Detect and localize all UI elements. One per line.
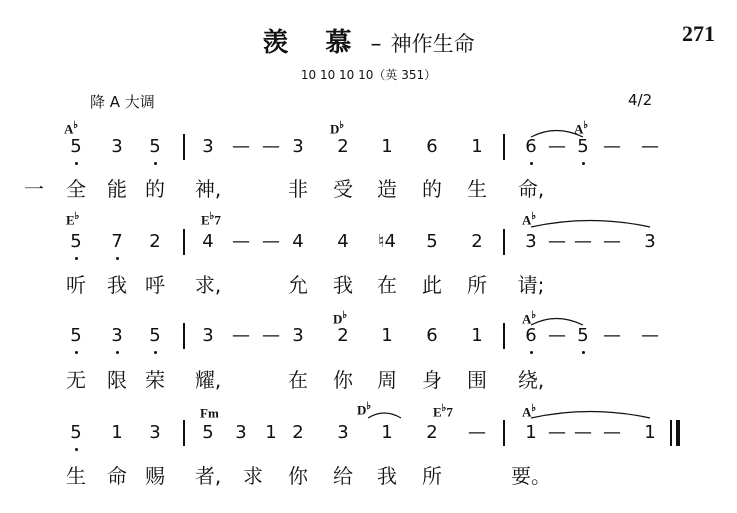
duration-dash: — bbox=[548, 136, 566, 157]
lyric-syllable: 你 bbox=[288, 464, 308, 488]
lyric-syllable: 命, bbox=[517, 177, 545, 201]
note: 1 bbox=[381, 136, 393, 157]
note: 3 bbox=[644, 231, 656, 252]
note: 6 bbox=[525, 325, 537, 346]
lyric-syllable: 我 bbox=[333, 273, 353, 297]
lyric-syllable: 身 bbox=[422, 368, 442, 392]
chord-symbol: E♭ bbox=[66, 211, 80, 228]
note: 4 bbox=[202, 231, 214, 252]
note: ♮4 bbox=[378, 231, 396, 252]
note: 3 bbox=[149, 422, 161, 443]
hymn-subtitle: 神作生命 bbox=[390, 32, 475, 56]
note: 1 bbox=[525, 422, 537, 443]
note: 5 bbox=[577, 136, 589, 157]
lyric-syllable: 绕, bbox=[517, 368, 545, 392]
hymn-number: 271 bbox=[682, 21, 715, 46]
lyric-syllable: 所 bbox=[422, 464, 442, 488]
lyric-syllable: 神, bbox=[194, 177, 222, 201]
lyric-syllable: 允 bbox=[288, 273, 308, 297]
chord-symbol: A♭ bbox=[522, 403, 537, 420]
note: 3 bbox=[111, 136, 123, 157]
lyric-syllable: 要。 bbox=[511, 464, 551, 488]
note: 1 bbox=[471, 136, 483, 157]
lyric-syllable: 的 bbox=[145, 177, 165, 201]
chord-symbol: E♭7 bbox=[433, 403, 453, 420]
key-signature: 降 A 大调 bbox=[90, 93, 155, 111]
duration-dash: — bbox=[262, 136, 280, 157]
note: 3 bbox=[525, 231, 537, 252]
note: 2 bbox=[337, 325, 349, 346]
chord-symbol: E♭7 bbox=[201, 211, 221, 228]
lyric-syllable: 造 bbox=[377, 177, 397, 201]
chord-symbol: A♭ bbox=[522, 211, 537, 228]
duration-dash: — bbox=[232, 136, 250, 157]
note: 5 bbox=[426, 231, 438, 252]
note: 1 bbox=[471, 325, 483, 346]
note: 7 bbox=[111, 231, 123, 252]
duration-dash: — bbox=[574, 422, 592, 443]
note: 5 bbox=[70, 422, 82, 443]
duration-dash: — bbox=[232, 231, 250, 252]
note: 2 bbox=[292, 422, 304, 443]
chord-symbol: D♭ bbox=[330, 120, 345, 137]
chord-symbol: D♭ bbox=[333, 310, 348, 327]
tie-arc bbox=[531, 131, 583, 138]
note: 2 bbox=[471, 231, 483, 252]
duration-dash: — bbox=[603, 325, 621, 346]
chord-symbol: A♭ bbox=[522, 310, 537, 327]
lyric-syllable: 求, bbox=[194, 273, 222, 297]
lyric-syllable: 者, bbox=[194, 464, 222, 488]
note: 5 bbox=[70, 231, 82, 252]
note: 3 bbox=[337, 422, 349, 443]
chord-symbol: Fm bbox=[200, 405, 219, 421]
duration-dash: — bbox=[262, 231, 280, 252]
chord-symbol: A♭ bbox=[64, 120, 79, 137]
duration-dash: — bbox=[603, 231, 621, 252]
lyric-syllable: 此 bbox=[422, 273, 442, 297]
note: 2 bbox=[337, 136, 349, 157]
note: 6 bbox=[426, 136, 438, 157]
note: 5 bbox=[149, 325, 161, 346]
note: 3 bbox=[235, 422, 247, 443]
note: 5 bbox=[70, 136, 82, 157]
duration-dash: — bbox=[603, 422, 621, 443]
duration-dash: — bbox=[548, 422, 566, 443]
chord-symbol: D♭ bbox=[357, 401, 372, 418]
duration-dash: — bbox=[548, 325, 566, 346]
tie-arc bbox=[531, 319, 583, 326]
note: 1 bbox=[644, 422, 656, 443]
lyric-syllable: 无 bbox=[66, 368, 86, 392]
note: 5 bbox=[577, 325, 589, 346]
lyric-syllable: 在 bbox=[377, 273, 397, 297]
lyric-syllable: 全 bbox=[66, 177, 86, 201]
note: 3 bbox=[202, 325, 214, 346]
lyric-syllable: 在 bbox=[288, 368, 308, 392]
note: 3 bbox=[292, 325, 304, 346]
duration-dash: — bbox=[603, 136, 621, 157]
note: 4 bbox=[292, 231, 304, 252]
lyric-syllable: 一 bbox=[24, 177, 44, 201]
note: 2 bbox=[426, 422, 438, 443]
note: 5 bbox=[202, 422, 214, 443]
lyric-syllable: 能 bbox=[107, 177, 127, 201]
lyric-syllable: 非 bbox=[288, 177, 308, 201]
lyric-syllable: 请; bbox=[517, 273, 545, 297]
duration-dash: — bbox=[262, 325, 280, 346]
note: 1 bbox=[265, 422, 277, 443]
lyric-syllable: 呼 bbox=[145, 273, 165, 297]
note: 3 bbox=[202, 136, 214, 157]
tie-arc bbox=[368, 413, 401, 418]
lyric-syllable: 周 bbox=[377, 368, 397, 392]
lyric-syllable: 围 bbox=[467, 368, 487, 392]
note: 1 bbox=[381, 325, 393, 346]
note: 5 bbox=[70, 325, 82, 346]
lyric-syllable: 受 bbox=[333, 177, 353, 201]
duration-dash: — bbox=[468, 422, 486, 443]
lyric-syllable: 听 bbox=[66, 273, 86, 297]
note: 5 bbox=[149, 136, 161, 157]
lyric-syllable: 耀, bbox=[194, 368, 222, 392]
lyric-syllable: 荣 bbox=[145, 368, 165, 392]
note: 3 bbox=[111, 325, 123, 346]
chord-symbol: A♭ bbox=[574, 120, 589, 137]
lyric-syllable: 求 bbox=[243, 464, 263, 488]
note: 6 bbox=[426, 325, 438, 346]
duration-dash: — bbox=[641, 325, 659, 346]
tie-arc bbox=[531, 221, 650, 228]
lyric-syllable: 的 bbox=[422, 177, 442, 201]
note: 2 bbox=[149, 231, 161, 252]
lyric-syllable: 命 bbox=[107, 464, 127, 488]
lyric-syllable: 给 bbox=[333, 464, 353, 488]
note: 1 bbox=[111, 422, 123, 443]
note: 3 bbox=[292, 136, 304, 157]
duration-dash: — bbox=[574, 231, 592, 252]
title-dash: – bbox=[370, 32, 382, 57]
lyric-syllable: 生 bbox=[467, 177, 487, 201]
duration-dash: — bbox=[641, 136, 659, 157]
lyric-syllable: 我 bbox=[377, 464, 397, 488]
duration-dash: — bbox=[232, 325, 250, 346]
duration-dash: — bbox=[548, 231, 566, 252]
hymn-title: 羡 慕 bbox=[262, 28, 366, 58]
lyric-syllable: 你 bbox=[333, 368, 353, 392]
note: 1 bbox=[381, 422, 393, 443]
tie-arc bbox=[531, 412, 650, 419]
lyric-syllable: 我 bbox=[107, 273, 127, 297]
lyric-syllable: 生 bbox=[66, 464, 86, 488]
lyric-syllable: 限 bbox=[107, 368, 127, 392]
note: 6 bbox=[525, 136, 537, 157]
lyric-syllable: 所 bbox=[467, 273, 487, 297]
time-signature: 4/2 bbox=[628, 91, 653, 109]
meter: 10 10 10 10（英 351） bbox=[300, 68, 437, 82]
lyric-syllable: 赐 bbox=[145, 464, 165, 488]
note: 4 bbox=[337, 231, 349, 252]
